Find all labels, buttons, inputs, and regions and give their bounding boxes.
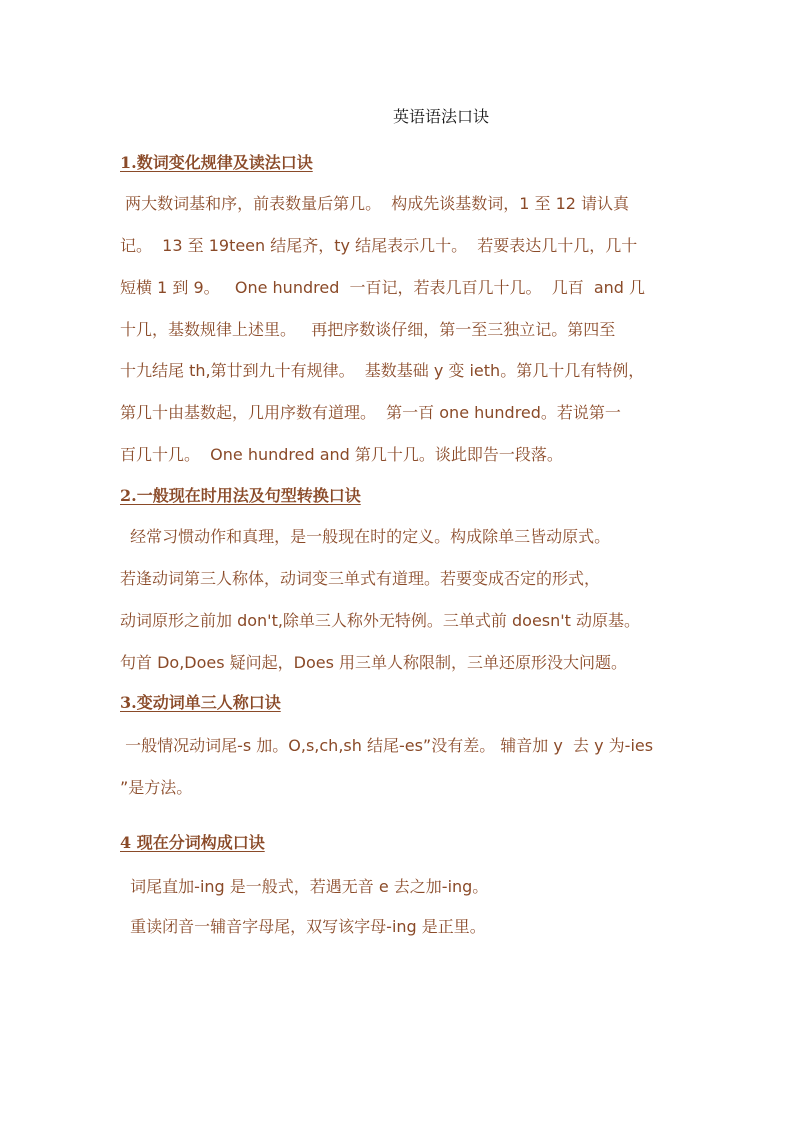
text-line: 句首 Do,Does 疑问起，Does 用三单人称限制，三单还原形没大问题。 [120, 653, 628, 672]
text-line: 第几十由基数起，几用序数有道理。 第一百 one hundred。若说第一 [120, 403, 621, 422]
text-line: 动词原形之前加 don't,除单三人称外无特例。三单式前 doesn't 动原基。 [120, 611, 641, 630]
text-line: 重读闭音一辅音字母尾，双写该字母-ing 是正里。 [120, 917, 486, 936]
section-heading-third-person: 3.变动词单三人称口诀 [120, 693, 281, 712]
section-heading-numerals: 1.数词变化规律及读法口诀 [120, 153, 313, 172]
text-line: 词尾直加-ing 是一般式，若遇无音 e 去之加-ing。 [120, 877, 489, 896]
text-line: 短横 1 到 9。 One hundred 一百记，若表几百几十几。 几百 and 几 [120, 278, 646, 297]
text-line: ”是方法。 [120, 778, 193, 797]
text-line: 经常习惯动作和真理，是一般现在时的定义。构成除单三皆动原式。 [120, 527, 611, 546]
text-line: 两大数词基和序，前表数量后第几。 构成先谈基数词，1 至 12 请认真 [120, 194, 630, 213]
section-heading-present-simple: 2.一般现在时用法及句型转换口诀 [120, 486, 361, 505]
text-line: 十几，基数规律上述里。 再把序数谈仔细，第一至三独立记。第四至 [120, 320, 616, 339]
section-heading-present-participle: 4 现在分词构成口诀 [120, 833, 265, 852]
text-line: 一般情况动词尾-s 加。O,s,ch,sh 结尾-es”没有差。 辅音加 y 去 y 为-ies [120, 736, 654, 755]
document-title: 英语语法口诀 [392, 107, 489, 126]
text-line: 十九结尾 th,第廿到九十有规律。 基数基础 y 变 ieth。第几十几有特例， [120, 361, 645, 380]
text-line: 记。 13 至 19teen 结尾齐，ty 结尾表示几十。 若要表达几十几，几十 [120, 236, 638, 255]
text-line: 百几十几。 One hundred and 第几十几。谈此即告一段落。 [120, 445, 563, 464]
text-line: 若逢动词第三人称体，动词变三单式有道理。若要变成否定的形式， [120, 569, 601, 588]
